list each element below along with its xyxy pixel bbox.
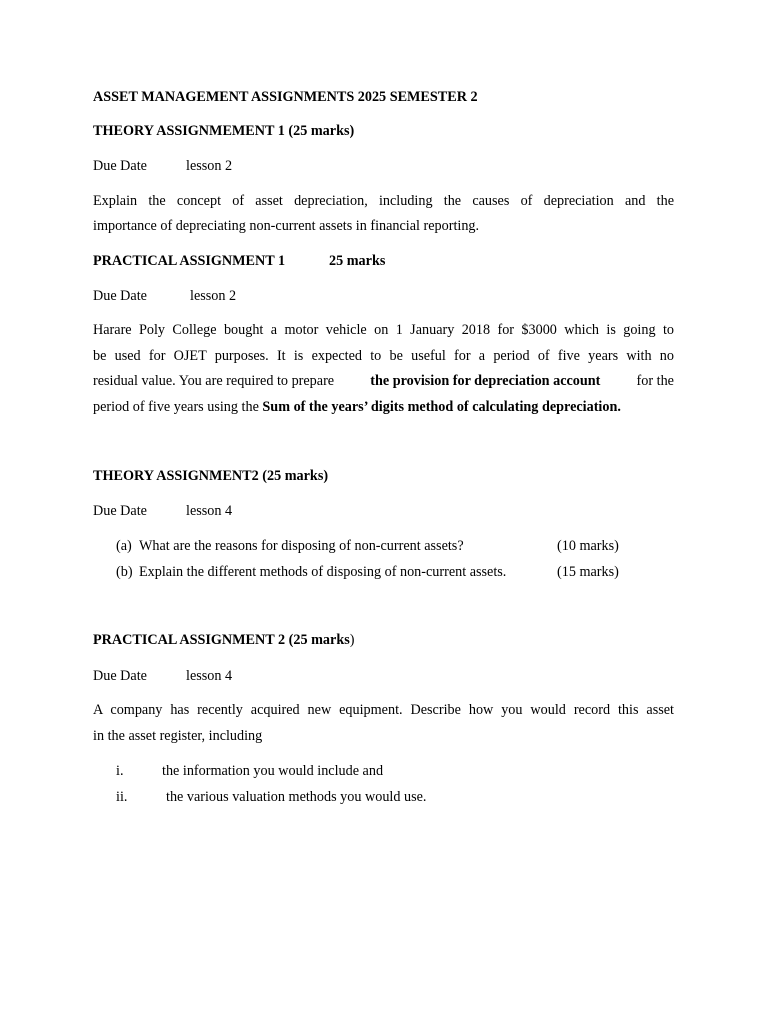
theory2-item-b-marks: (15 marks) (557, 564, 619, 580)
theory1-body-line2: importance of depreciating non-current assets in financial reporting. (93, 218, 480, 234)
document-title: ASSET MANAGEMENT ASSIGNMENTS 2025 SEMESTER 2 (93, 89, 478, 105)
theory2-due-value: lesson 4 (186, 503, 233, 519)
practical1-line3 (93, 372, 674, 390)
practical1-line4 (93, 398, 621, 416)
practical1-due-label: Due Date (93, 288, 147, 304)
theory2-item-a-marks: (10 marks) (557, 538, 619, 554)
theory1-due-value: lesson 2 (186, 158, 233, 174)
practical1-due-value: lesson 2 (190, 288, 237, 304)
practical1-line1: Harare Poly College bought a motor vehicle on 1 January 2018 for $3000 which is going to (93, 322, 674, 338)
practical2-heading-text: PRACTICAL ASSIGNMENT 2 (25 marks (93, 632, 350, 648)
practical1-line2: be used for OJET purposes. It is expected to be useful for a period of five years with no (93, 348, 674, 364)
practical1-marks: 25 marks (329, 253, 386, 269)
theory1-heading: THEORY ASSIGNMEMENT 1 (25 marks) (93, 123, 355, 139)
practical2-heading (93, 631, 354, 649)
practical2-line1: A company has recently acquired new equipment. Describe how you would record this asset (93, 702, 674, 718)
practical2-line2: in the asset register, including (93, 728, 263, 744)
theory2-item-a-text: What are the reasons for disposing of non-current assets? (139, 538, 464, 554)
theory1-body-line1: Explain the concept of asset depreciation, including the causes of depreciation and the (93, 193, 674, 209)
practical2-item-ii-label: ii. (116, 789, 128, 805)
theory2-item-a-label: (a) (116, 538, 132, 554)
practical1-line4-bold: Sum of the years’ digits method of calculating depreciation. (262, 399, 621, 415)
theory2-item-b-text: Explain the different methods of disposing of non-current assets. (139, 564, 507, 580)
theory2-item-b-label: (b) (116, 564, 133, 580)
theory2-due-label: Due Date (93, 503, 147, 519)
theory1-due-label: Due Date (93, 158, 147, 174)
practical2-item-ii-text: the various valuation methods you would use. (166, 789, 427, 805)
practical2-item-i-label: i. (116, 763, 124, 779)
practical2-item-i-text: the information you would include and (162, 763, 384, 779)
practical1-line3-text: residual value. You are required to prepare (93, 373, 335, 389)
practical1-line4-text: period of five years using the (93, 399, 259, 415)
practical1-heading: PRACTICAL ASSIGNMENT 1 (93, 253, 286, 269)
practical2-heading-paren: ) (349, 632, 355, 648)
practical2-due-label: Due Date (93, 668, 147, 684)
practical1-line3-bold: the provision for depreciation account (370, 373, 601, 389)
practical2-due-value: lesson 4 (186, 668, 233, 684)
practical1-line3-end: for the (636, 373, 674, 389)
theory2-heading: THEORY ASSIGNMENT2 (25 marks) (93, 468, 329, 484)
